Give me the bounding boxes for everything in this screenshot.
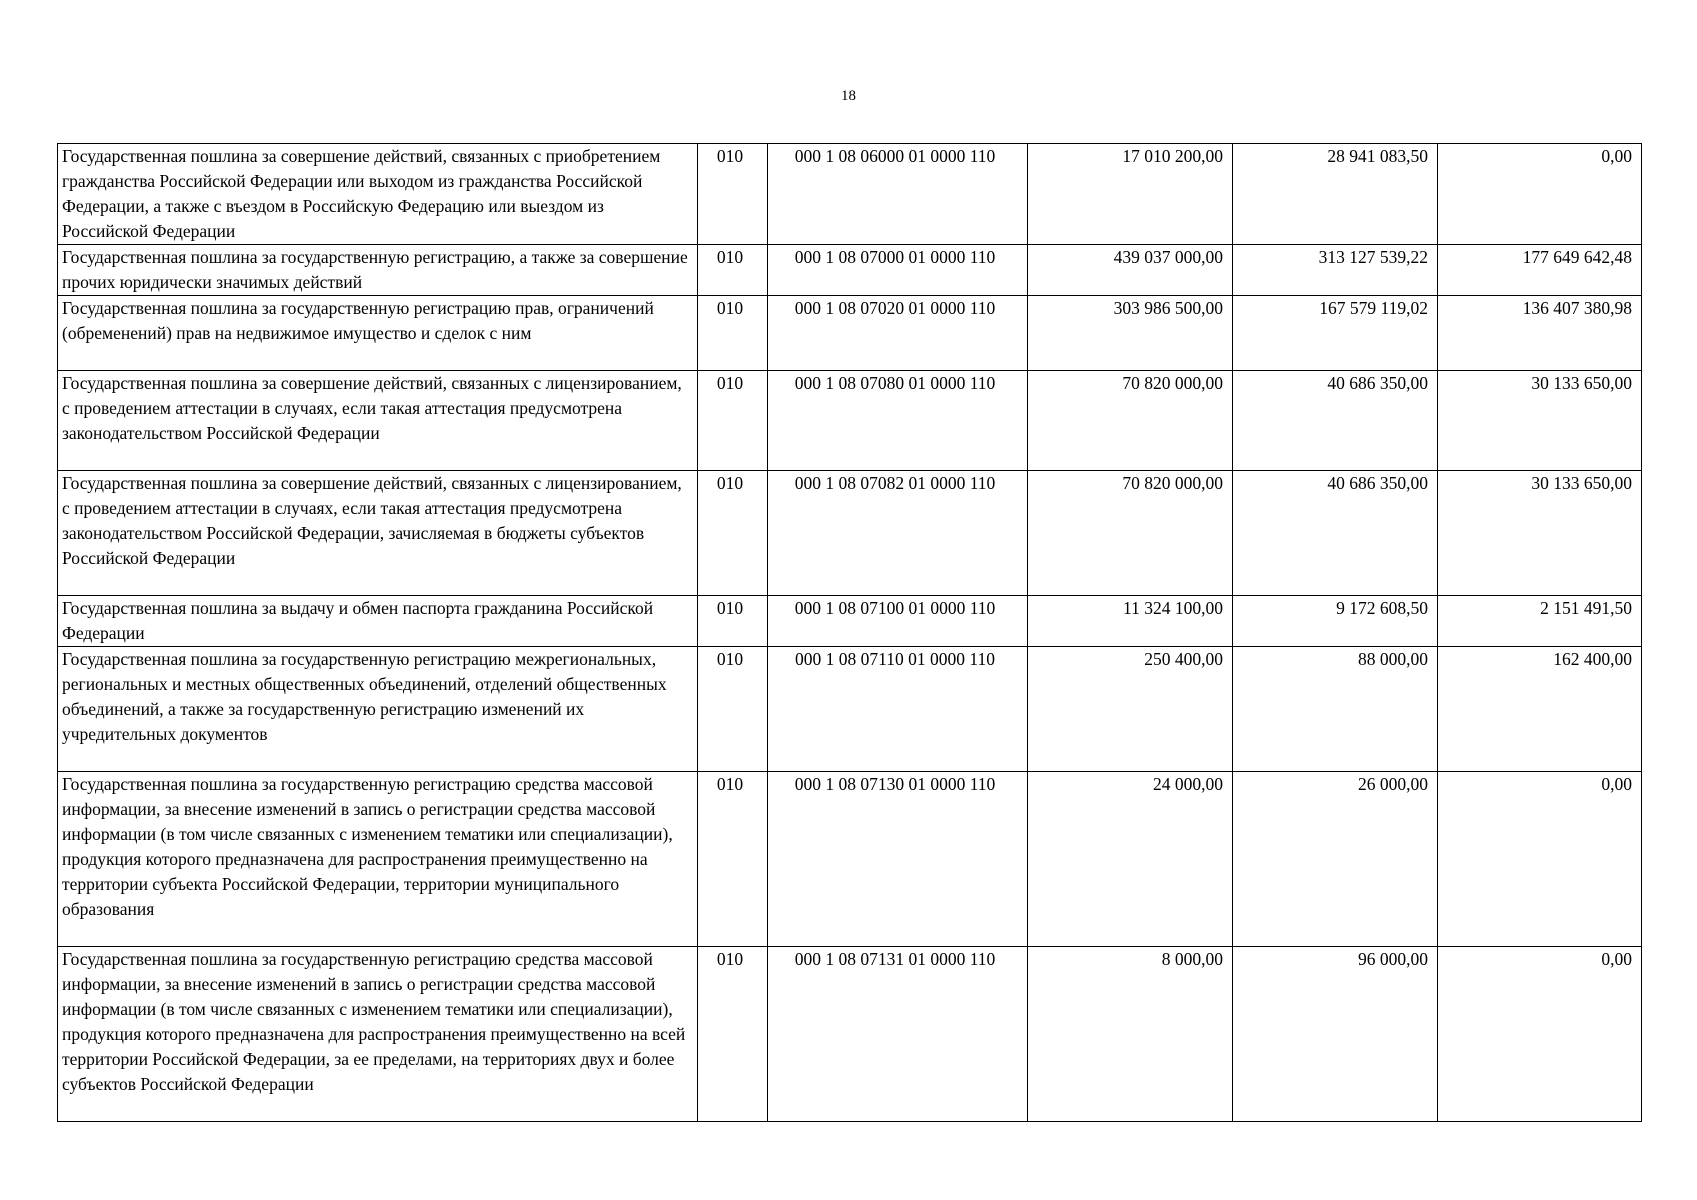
row-value-1: 70 820 000,00	[1028, 371, 1233, 471]
row-value-3: 30 133 650,00	[1438, 471, 1642, 596]
table-row	[58, 471, 1642, 596]
table-row	[58, 772, 1642, 947]
row-value-3: 2 151 491,50	[1438, 596, 1642, 647]
row-value-3: 162 400,00	[1438, 647, 1642, 772]
row-value-3: 0,00	[1438, 947, 1642, 1122]
row-value-1: 11 324 100,00	[1028, 596, 1233, 647]
row-name: Государственная пошлина за государственную регистрацию межрегиональных, региональных и местных общественных объединений, отделений общественных объединений, а также за государственную регистрацию изменений их учредительных документов	[58, 647, 698, 772]
row-value-2: 313 127 539,22	[1233, 245, 1438, 296]
row-value-1: 439 037 000,00	[1028, 245, 1233, 296]
row-budget-code: 000 1 08 07080 01 0000 110	[768, 371, 1028, 471]
row-value-2: 40 686 350,00	[1233, 471, 1438, 596]
row-budget-code: 000 1 08 07110 01 0000 110	[768, 647, 1028, 772]
row-name: Государственная пошлина за государственную регистрацию средства массовой информации, за внесение изменений в запись о регистрации средства массовой информации (в том числе связанных с изменением тематики или специализации), продукция которого предназначена для распространения преимущественно на территории субъекта Российской Федерации, территории муниципального образования	[58, 772, 698, 947]
row-value-1: 17 010 200,00	[1028, 144, 1233, 245]
row-budget-code: 000 1 08 07100 01 0000 110	[768, 596, 1028, 647]
row-value-1: 24 000,00	[1028, 772, 1233, 947]
row-name: Государственная пошлина за совершение действий, связанных с лицензированием, с проведением аттестации в случаях, если такая аттестация предусмотрена законодательством Российской Федерации	[58, 371, 698, 471]
table-row	[58, 371, 1642, 471]
row-value-3: 0,00	[1438, 144, 1642, 245]
row-value-2: 88 000,00	[1233, 647, 1438, 772]
row-admin-code: 010	[698, 296, 768, 371]
row-name: Государственная пошлина за государственную регистрацию прав, ограничений (обременений) прав на недвижимое имущество и сделок с ним	[58, 296, 698, 371]
row-value-3: 0,00	[1438, 772, 1642, 947]
row-value-2: 167 579 119,02	[1233, 296, 1438, 371]
row-admin-code: 010	[698, 596, 768, 647]
row-admin-code: 010	[698, 947, 768, 1122]
row-value-1: 8 000,00	[1028, 947, 1233, 1122]
row-value-1: 303 986 500,00	[1028, 296, 1233, 371]
row-admin-code: 010	[698, 471, 768, 596]
table-row	[58, 144, 1642, 245]
row-budget-code: 000 1 08 07130 01 0000 110	[768, 772, 1028, 947]
row-budget-code: 000 1 08 07082 01 0000 110	[768, 471, 1028, 596]
row-budget-code: 000 1 08 06000 01 0000 110	[768, 144, 1028, 245]
table-row	[58, 245, 1642, 296]
row-name: Государственная пошлина за государственную регистрацию, а также за совершение прочих юридически значимых действий	[58, 245, 698, 296]
row-budget-code: 000 1 08 07000 01 0000 110	[768, 245, 1028, 296]
row-value-2: 96 000,00	[1233, 947, 1438, 1122]
row-admin-code: 010	[698, 371, 768, 471]
row-admin-code: 010	[698, 772, 768, 947]
row-name: Государственная пошлина за выдачу и обмен паспорта гражданина Российской Федерации	[58, 596, 698, 647]
row-value-2: 9 172 608,50	[1233, 596, 1438, 647]
table-row	[58, 596, 1642, 647]
row-value-2: 40 686 350,00	[1233, 371, 1438, 471]
row-budget-code: 000 1 08 07131 01 0000 110	[768, 947, 1028, 1122]
row-admin-code: 010	[698, 144, 768, 245]
row-value-2: 26 000,00	[1233, 772, 1438, 947]
row-admin-code: 010	[698, 647, 768, 772]
row-value-1: 70 820 000,00	[1028, 471, 1233, 596]
row-admin-code: 010	[698, 245, 768, 296]
row-value-3: 30 133 650,00	[1438, 371, 1642, 471]
row-value-1: 250 400,00	[1028, 647, 1233, 772]
table-row	[58, 296, 1642, 371]
row-name: Государственная пошлина за совершение действий, связанных с лицензированием, с проведением аттестации в случаях, если такая аттестация предусмотрена законодательством Российской Федерации, зачисляемая в бюджеты субъектов Российской Федерации	[58, 471, 698, 596]
row-name: Государственная пошлина за совершение действий, связанных с приобретением гражданства Российской Федерации или выходом из гражданства Российской Федерации, а также с въездом в Российскую Федерацию или выездом из Российской Федерации	[58, 144, 698, 245]
table-row	[58, 647, 1642, 772]
row-value-3: 136 407 380,98	[1438, 296, 1642, 371]
table-row	[58, 947, 1642, 1122]
row-budget-code: 000 1 08 07020 01 0000 110	[768, 296, 1028, 371]
row-value-2: 28 941 083,50	[1233, 144, 1438, 245]
row-name: Государственная пошлина за государственную регистрацию средства массовой информации, за внесение изменений в запись о регистрации средства массовой информации (в том числе связанных с изменением тематики или специализации), продукция которого предназначена для распространения преимущественно на всей территории Российской Федерации, за ее пределами, на территориях двух и более субъектов Российской Федерации	[58, 947, 698, 1122]
page-number: 18	[841, 88, 856, 104]
revenue-table	[57, 143, 1642, 1122]
row-value-3: 177 649 642,48	[1438, 245, 1642, 296]
